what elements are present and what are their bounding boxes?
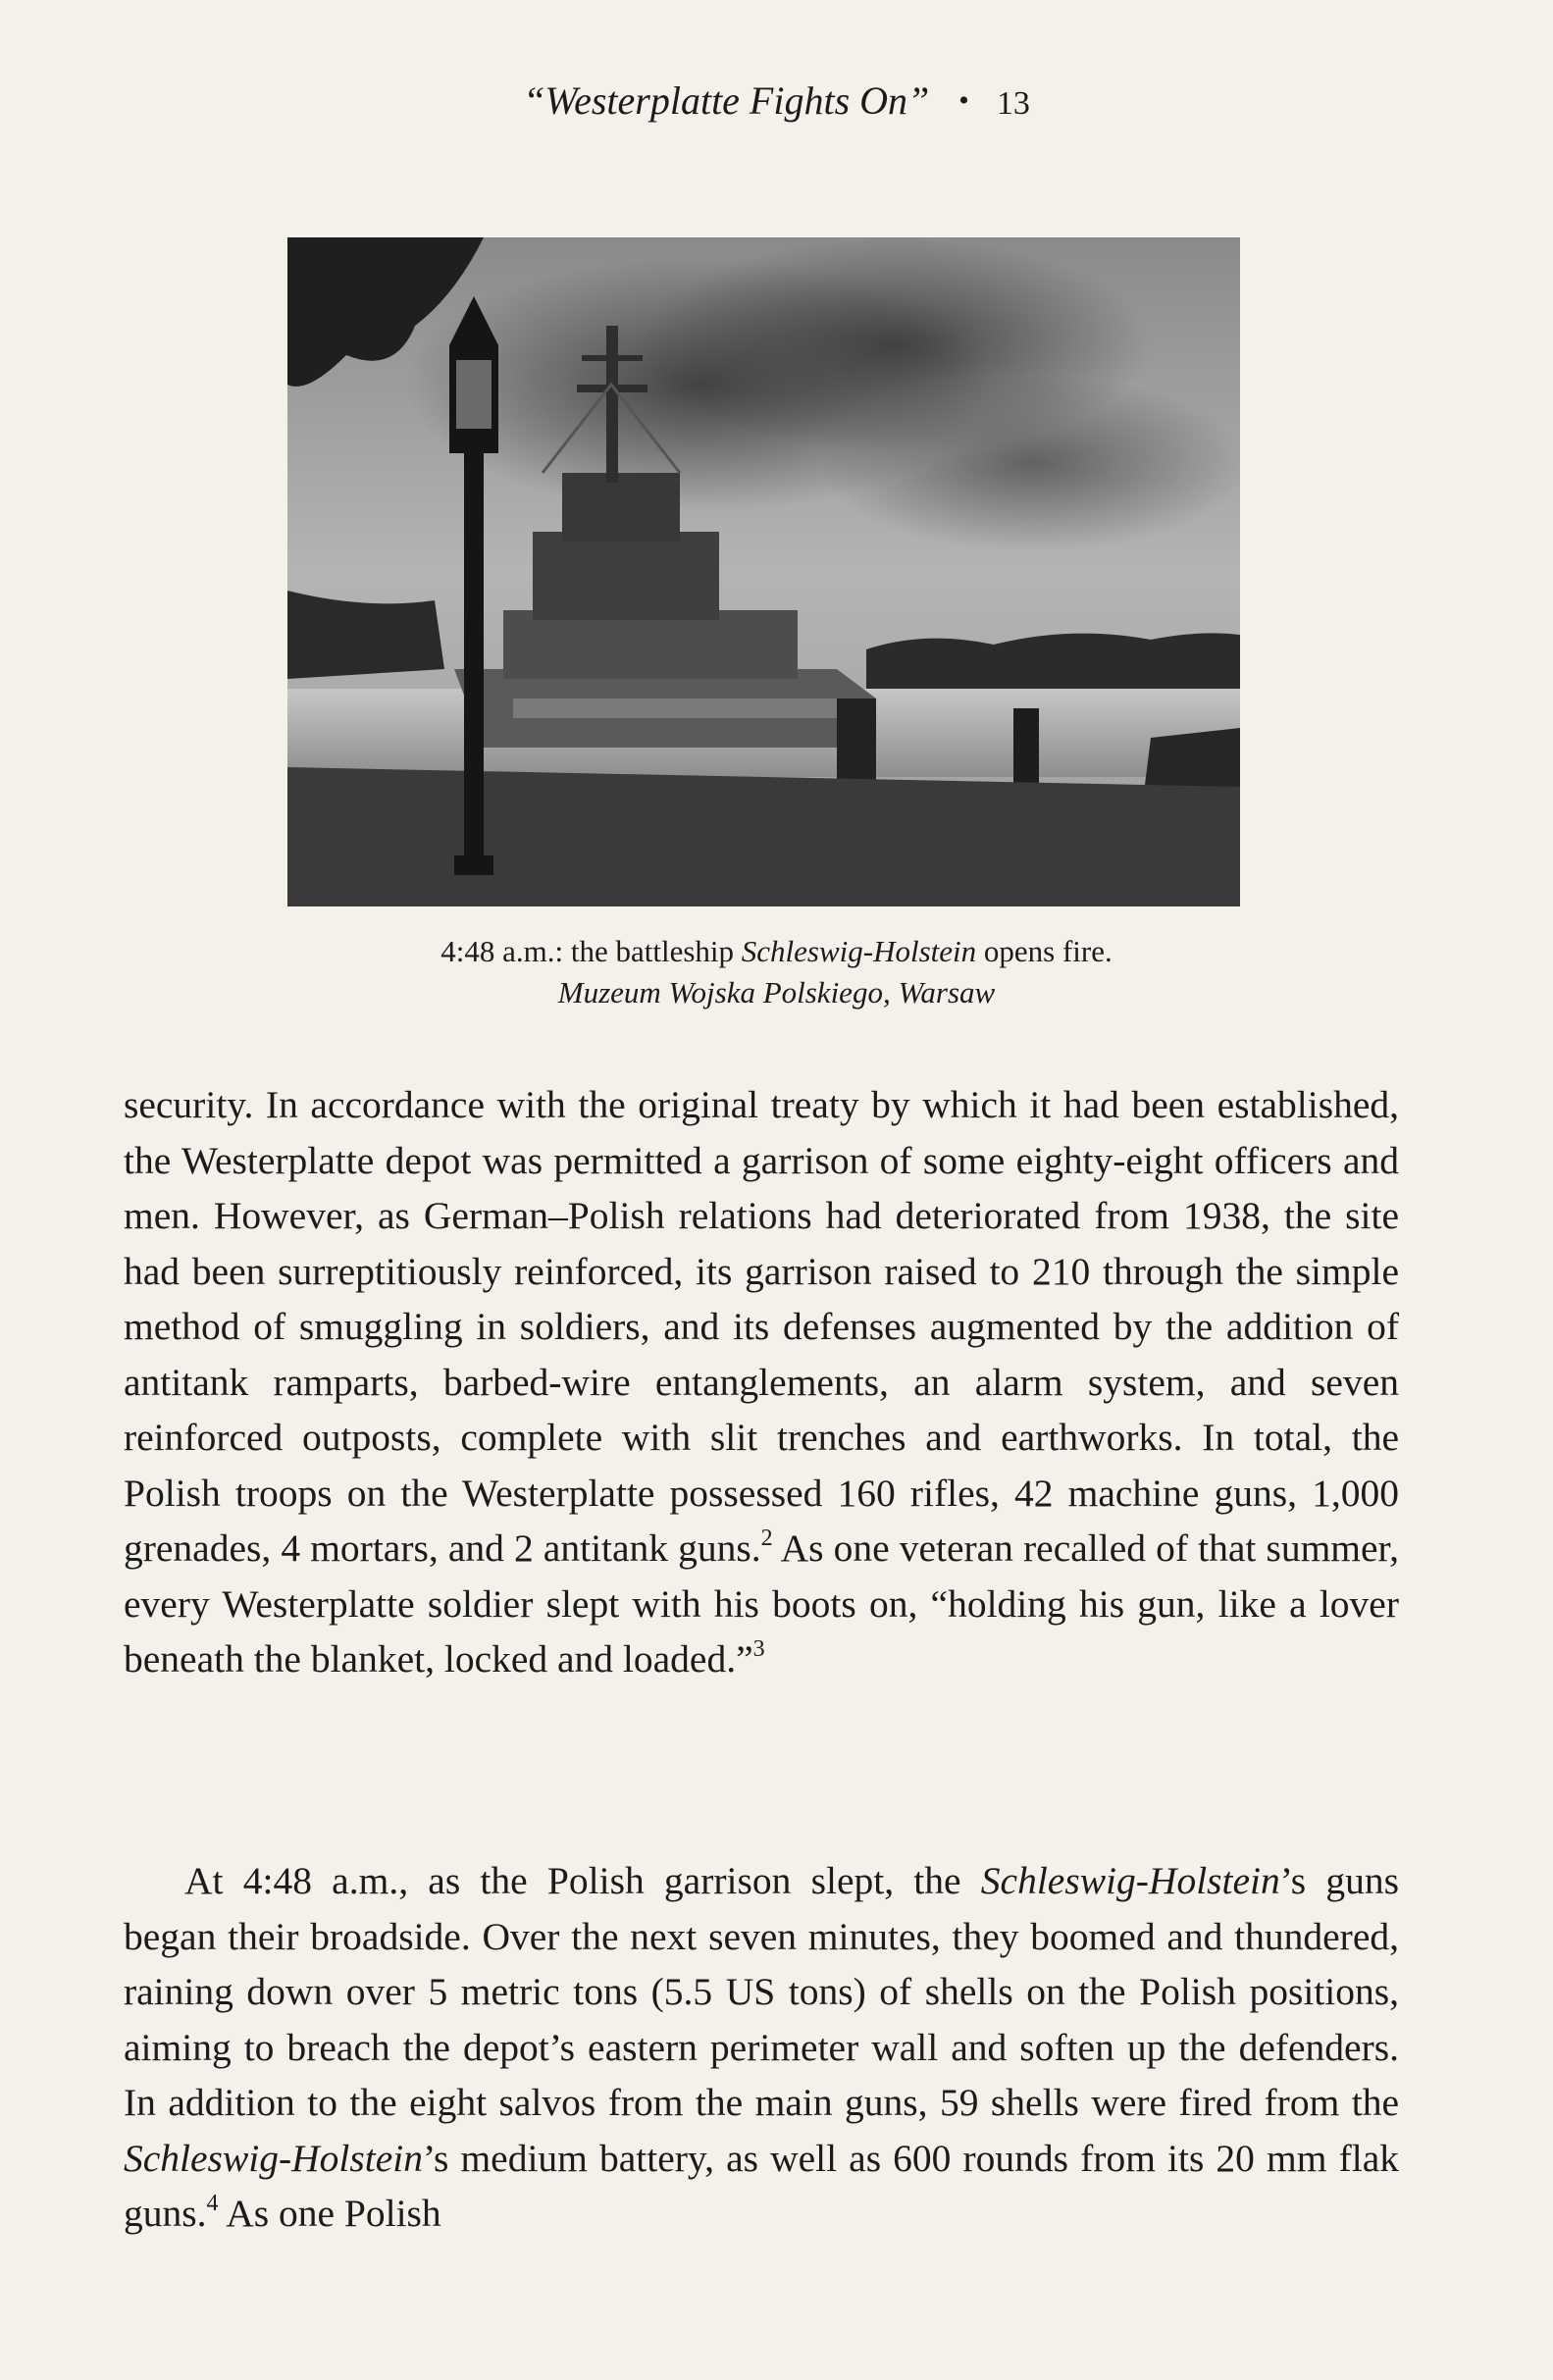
figure-caption <box>0 932 1553 971</box>
footnote-ref-3[interactable]: 3 <box>752 1636 765 1662</box>
caption-ship-name: Schleswig-Holstein <box>741 934 977 968</box>
paragraph-2-text-d: As one Polish <box>218 2192 441 2235</box>
quay-ground <box>287 767 1240 906</box>
running-head <box>0 77 1553 129</box>
running-head-separator: • <box>958 84 969 117</box>
ship-name-2: Schleswig-Holstein <box>124 2136 423 2180</box>
paragraph-2-text-a: At 4:48 a.m., as the Polish garrison slept, the <box>184 1859 981 1902</box>
figure-credit: Muzeum Wojska Polskiego, Warsaw <box>557 975 996 1009</box>
paragraph-1 <box>124 1077 1399 1687</box>
battleship-photograph <box>287 237 1240 906</box>
paragraph-1-text-a: security. In accordance with the original treaty by which it had been established, the Westerplatte depot was permitted a garrison of some eighty-eight officers and men. However, as German–Polish relations had deteriorated from 1938, the site had been surreptitiously reinforced, its garrison raised to 210 through the simple method of smuggling in soldiers, and its defenses augmented by the addition of antitank ramparts, barbed-wire entanglements, an alarm system, and seven reinforced outposts, complete with slit trenches and earthworks. In total, the Polish troops on the Westerplatte possessed 160 rifles, 42 machine guns, 1,000 grenades, 4 mortars, and 2 antitank guns. <box>124 1083 1399 1570</box>
caption-suffix: opens fire. <box>976 934 1113 968</box>
paragraph-2-text-b: ’s guns began their broadside. Over the next seven minutes, they boomed and thundered, raining down over 5 metric tons (5.5 US tons) of shells on the Polish positions, aiming to breach the depot’s eastern perimeter wall and soften up the defenders. In addition to the eight salvos from the main guns, 59 shells were fired from the <box>124 1859 1399 2124</box>
paragraph-2-text-c: ’s medium battery, as well as 600 rounds from its 20 mm flak guns. <box>124 2136 1399 2235</box>
page-number: 13 <box>996 85 1030 122</box>
photo-illustration <box>287 237 1240 906</box>
ship-name-1: Schleswig-Holstein <box>980 1859 1280 1902</box>
chapter-title: “Westerplatte Fights On” <box>523 78 930 123</box>
footnote-ref-2[interactable]: 2 <box>760 1526 773 1551</box>
gun-smoke-3 <box>817 375 1240 551</box>
left-trees <box>287 591 444 679</box>
paragraph-1-text-b: As one veteran recalled of that summer, every Westerplatte soldier slept with his boots on, “holding his gun, like a lover beneath the blanket, locked and loaded.” <box>124 1526 1399 1681</box>
mooring-post <box>837 698 876 787</box>
paragraph-2 <box>124 1853 1399 2242</box>
footnote-ref-4[interactable]: 4 <box>206 2191 219 2216</box>
caption-prefix: 4:48 a.m.: the battleship <box>440 934 742 968</box>
